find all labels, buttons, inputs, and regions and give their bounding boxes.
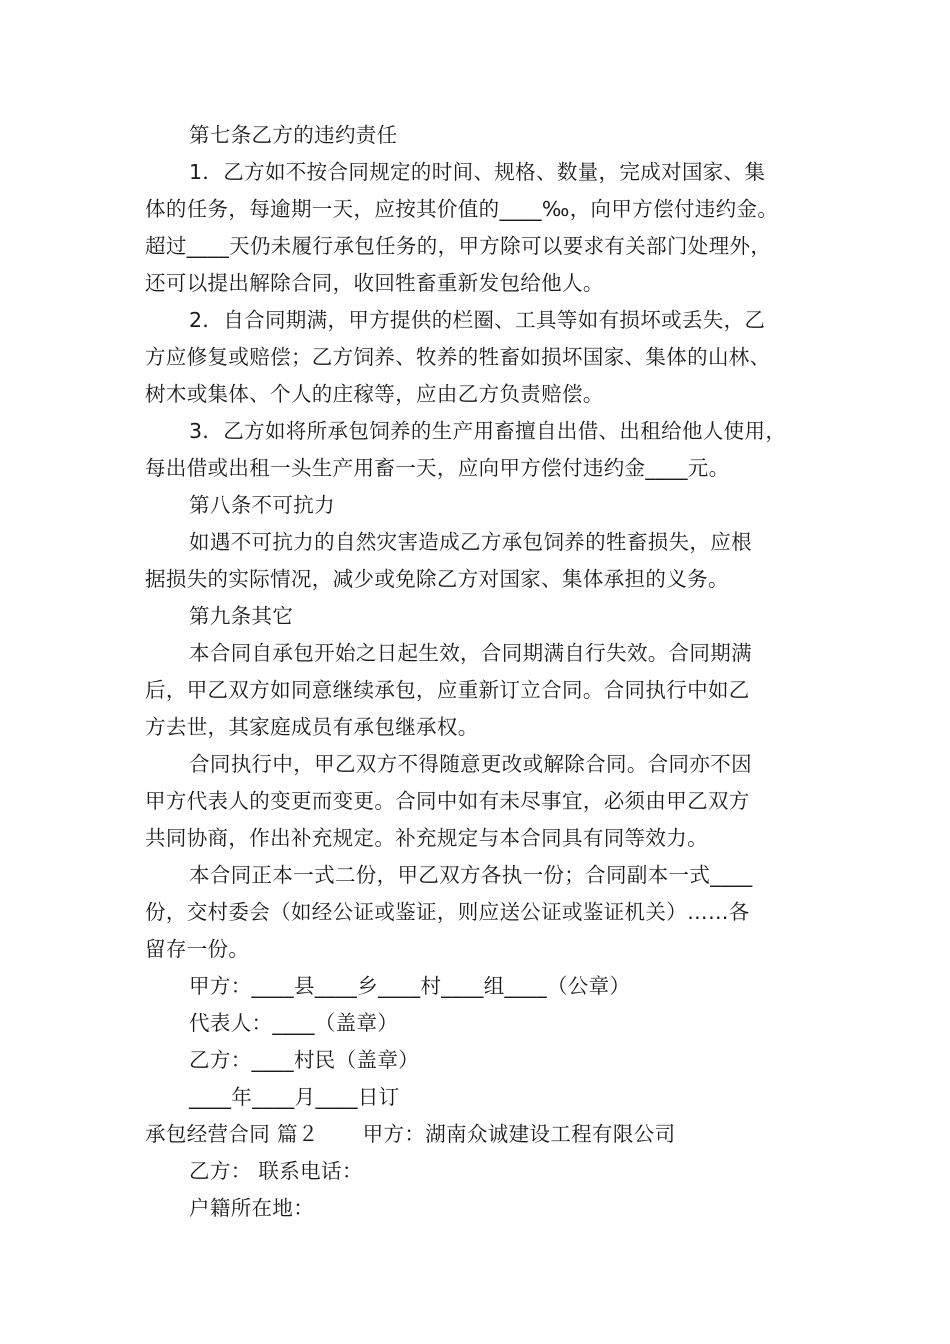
representative-signature-line: 代表人：____（盖章） — [189, 1011, 399, 1035]
document-body — [145, 117, 825, 1227]
paragraph-line: 方应修复或赔偿；乙方饲养、牧养的牲畜如损坏国家、集体的山林、 — [145, 345, 771, 369]
paragraph-line: 超过____天仍未履行承包任务的，甲方除可以要求有关部门处理外， — [145, 234, 772, 258]
article-8-title: 第八条不可抗力 — [189, 493, 335, 517]
paragraph-line: 留存一份。 — [145, 937, 250, 961]
paragraph-line: 甲方代表人的变更而变更。合同中如有未尽事宜，必须由甲乙双方 — [145, 789, 750, 813]
paragraph-line: 本合同自承包开始之日起生效，合同期满自行失效。合同期满 — [189, 641, 752, 665]
article-7-title: 第七条乙方的违约责任 — [189, 123, 398, 147]
paragraph-line: 共同协商，作出补充规定。补充规定与本合同具有同等效力。 — [145, 826, 708, 850]
date-line: ____年____月____日订 — [189, 1085, 400, 1109]
paragraph-line: 树木或集体、个人的庄稼等，应由乙方负责赔偿。 — [145, 382, 604, 406]
article-9-title: 第九条其它 — [189, 604, 294, 628]
paragraph-line: 本合同正本一式二份，甲乙双方各执一份；合同副本一式____ — [189, 863, 753, 887]
party-b-signature-line: 乙方：____村民（盖章） — [189, 1048, 420, 1072]
contract-2-party-a: 甲方：湖南众诚建设工程有限公司 — [362, 1122, 676, 1146]
paragraph-line: 每出借或出租一头生产用畜一天，应向甲方偿付违约金____元。 — [145, 456, 730, 480]
paragraph-line: 2．自合同期满，甲方提供的栏圈、工具等如有损坏或丢失，乙 — [189, 308, 766, 332]
party-b-contact-line: 乙方： 联系电话： — [189, 1159, 363, 1183]
party-a-signature-line: 甲方：____县____乡____村____组____（公章） — [189, 974, 631, 998]
paragraph-line: 如遇不可抗力的自然灾害造成乙方承包饲养的牲畜损失，应根 — [189, 530, 752, 554]
paragraph-line: 3．乙方如将所承包饲养的生产用畜擅自出借、出租给他人使用， — [189, 419, 787, 443]
paragraph-line: 后，甲乙双方如同意继续承包，应重新订立合同。合同执行中如乙 — [145, 678, 750, 702]
paragraph-line: 合同执行中，甲乙双方不得随意更改或解除合同。合同亦不因 — [189, 752, 752, 776]
household-registration-line: 户籍所在地： — [189, 1196, 315, 1220]
contract-2-heading-line — [145, 1116, 825, 1153]
paragraph-line: 方去世，其家庭成员有承包继承权。 — [145, 715, 479, 739]
contract-2-title: 承包经营合同 篇２ — [145, 1122, 319, 1146]
paragraph-line: 1．乙方如不按合同规定的时间、规格、数量，完成对国家、集 — [189, 160, 766, 184]
paragraph-line: 还可以提出解除合同，收回牲畜重新发包给他人。 — [145, 271, 604, 295]
paragraph-line: 体的任务，每逾期一天，应按其价值的____‰，向甲方偿付违约金。 — [145, 197, 779, 221]
paragraph-line: 据损失的实际情况，减少或免除乙方对国家、集体承担的义务。 — [145, 567, 729, 591]
paragraph-line: 份，交村委会（如经公证或鉴证，则应送公证或鉴证机关）……各 — [145, 900, 750, 924]
